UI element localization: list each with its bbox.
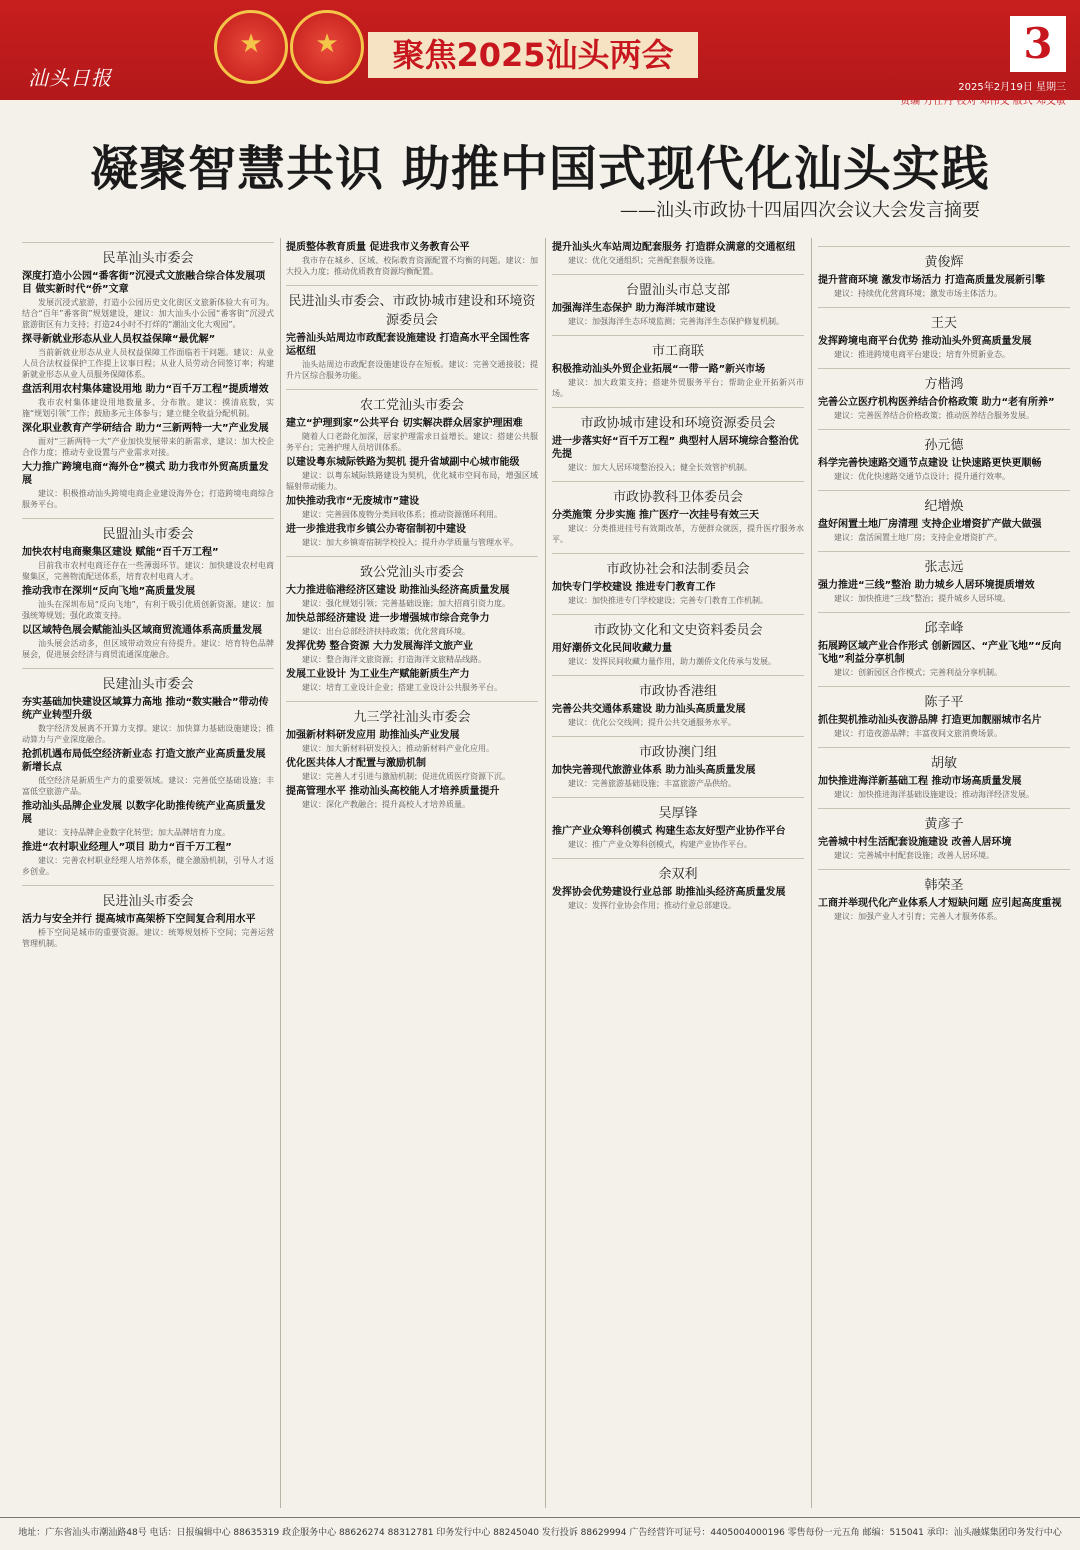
- speech-heading: 用好潮侨文化民间收藏力量: [552, 643, 672, 654]
- speech-body: 建议：支持品牌企业数字化转型；加大品牌培育力度。: [38, 828, 230, 837]
- speech-body: 建议：培育工业设计企业；搭建工业设计公共服务平台。: [302, 683, 502, 692]
- speech-heading: 优化医共体人才配置与激励机制: [286, 758, 426, 769]
- speech-body: 建议：加快推进“三线”整治；提升城乡人居环境。: [834, 594, 1011, 603]
- speech-heading: 发挥优势 整合资源 大力发展海洋文旅产业: [286, 641, 473, 652]
- column-divider: [545, 238, 546, 1508]
- speech-heading: 以区域特色展会赋能汕头区域商贸流通体系高质量发展: [22, 625, 262, 636]
- speech-heading: 大力推进临港经济区建设 助推汕头经济高质量发展: [286, 585, 510, 596]
- speech-heading: 科学完善快速路交通节点建设 让快速路更快更顺畅: [818, 458, 1042, 469]
- speaker-section: [818, 612, 1070, 678]
- speaker-name: 市工商联: [552, 335, 804, 359]
- speech-body: 建议：积极推动汕头跨境电商企业建设海外仓；打造跨境电商综合服务平台。: [22, 489, 274, 509]
- speech-body: 目前我市农村电商还存在一些薄弱环节。建议：加快建设农村电商聚集区，完善物流配送体系，培育农村电商人才。: [22, 561, 274, 581]
- editors-line: 责编 方仕丹 校对 邓伟文 版式 邓文敏: [900, 96, 1066, 107]
- speech-body: 当前新就业形态从业人员权益保障工作面临若干问题。建议：从业人员合法权益保护工作提上议事日程；从业人员劳动合同签订率；构建新就业形态从业人员服务保障体系。: [22, 348, 274, 379]
- cppcc-emblem-icon: [290, 10, 364, 84]
- speech-body: 我市农村集体建设用地数量多、分布散。建议：摸清底数，实施“规划引领”工作；鼓励多元主体参与；建立健全收益分配机制。: [22, 398, 274, 418]
- speech-heading: 完善公立医疗机构医养结合价格政策 助力“老有所养”: [818, 397, 1055, 408]
- speech-heading: 完善汕头站周边市政配套设施建设 打造高水平全国性客运枢纽: [286, 333, 530, 357]
- speaker-name: 民进汕头市委会: [22, 885, 274, 909]
- speech-heading: 进一步推进我市乡镇公办寄宿制初中建设: [286, 524, 466, 535]
- speaker-section: [552, 481, 804, 545]
- speaker-section: [552, 407, 804, 473]
- page-title: 凝聚智慧共识 助推中国式现代化汕头实践: [90, 141, 990, 197]
- article-column-2: [286, 238, 538, 1508]
- speech-body: 汕头展会活动多，但区域带动效应有待提升。建议：培育特色品牌展会，促进展会经济与商贸流通深度融合。: [22, 639, 274, 659]
- speech-body: 建议：盘活闲置土地厂房；支持企业增资扩产。: [834, 533, 1002, 542]
- speaker-name: 农工党汕头市委会: [286, 389, 538, 413]
- speech-heading: 活力与安全并行 提高城市高架桥下空间复合利用水平: [22, 914, 256, 925]
- speech-body: 建议：深化产教融合；提升高校人才培养质量。: [302, 800, 470, 809]
- speech-body: 建议：完善人才引进与激励机制；促进优质医疗资源下沉。: [302, 772, 510, 781]
- speech-heading: 加强新材料研发应用 助推汕头产业发展: [286, 730, 460, 741]
- speech-body: 建议：加大新材料研发投入；推动新材料产业化应用。: [302, 744, 494, 753]
- speech-body: 我市存在城乡、区域、校际教育资源配置不均衡的问题。建议：加大投入力度；推动优质教育资源均衡配置。: [286, 256, 538, 276]
- speech-heading: 盘好闲置土地厂房清理 支持企业增资扩产做大做强: [818, 519, 1042, 530]
- speaker-section: [552, 553, 804, 606]
- speaker-section: [818, 429, 1070, 482]
- page-subtitle: ——汕头市政协十四届四次会议大会发言摘要: [620, 200, 980, 221]
- speech-body: 建议：发挥行业协会作用；推动行业总部建设。: [568, 901, 736, 910]
- speech-body: 建议：推进跨境电商平台建设；培育外贸新业态。: [834, 350, 1010, 359]
- paper-name: 汕头日报: [28, 66, 112, 90]
- speech-body: 建议：加大乡镇寄宿制学校投入；提升办学质量与管理水平。: [302, 538, 518, 547]
- speech-heading: 提质整体教育质量 促进我市义务教育公平: [286, 242, 470, 253]
- speech-body: 建议：加快推进专门学校建设；完善专门教育工作机制。: [568, 596, 768, 605]
- speech-body: 建议：分类推进挂号有效期改革，方便群众就医，提升医疗服务水平。: [552, 524, 804, 544]
- speaker-name: 市政协澳门组: [552, 736, 804, 760]
- speech-heading: 发展工业设计 为工业生产赋能新质生产力: [286, 669, 470, 680]
- speaker-section: [22, 242, 274, 510]
- speech-body: 建议：以粤东城际铁路建设为契机，优化城市空间布局，增强区域辐射带动能力。: [286, 471, 538, 491]
- speech-heading: 推进“农村职业经理人”项目 助力“百千万工程”: [22, 842, 232, 853]
- speaker-name: 纪增焕: [818, 490, 1070, 514]
- speech-heading: 抢抓机遇布局低空经济新业态 打造文旅产业高质量发展新增长点: [22, 749, 266, 773]
- speech-heading: 深度打造小公园“番客街”沉浸式文旅融合综合体发展项目 做实新时代“侨”文章: [22, 271, 266, 295]
- speaker-name: 胡敏: [818, 747, 1070, 771]
- speech-body: 建议：出台总部经济扶持政策；优化营商环境。: [302, 627, 470, 636]
- speech-body: 建议：完善城中村配套设施；改善人居环境。: [834, 851, 994, 860]
- speech-body: 建议：优化交通组织；完善配套服务设施。: [568, 256, 720, 265]
- speaker-name: 九三学社汕头市委会: [286, 701, 538, 725]
- section-banner: 聚焦2025汕头两会: [368, 32, 698, 78]
- speaker-name: 民革汕头市委会: [22, 242, 274, 266]
- speaker-name: 民盟汕头市委会: [22, 518, 274, 542]
- speaker-name: 吴厚锋: [552, 797, 804, 821]
- speech-body: 建议：完善农村职业经理人培养体系，健全激励机制，引导人才返乡创业。: [22, 856, 274, 876]
- speaker-name: 黄俊辉: [818, 246, 1070, 270]
- speaker-name: 陈子平: [818, 686, 1070, 710]
- speech-heading: 加快推进海洋新基础工程 推动市场高质量发展: [818, 776, 1022, 787]
- speaker-section: [818, 368, 1070, 421]
- speech-body: 建议：优化公交线网；提升公共交通服务水平。: [568, 718, 736, 727]
- speech-heading: 工商并举现代化产业体系人才短缺问题 应引起高度重视: [818, 898, 1062, 909]
- speaker-section: [552, 614, 804, 667]
- speaker-section: [552, 274, 804, 327]
- speech-heading: 抓住契机推动汕头夜游品牌 打造更加靓丽城市名片: [818, 715, 1042, 726]
- speech-heading: 加快专门学校建设 推进专门教育工作: [552, 582, 716, 593]
- speech-heading: 完善城中村生活配套设施建设 改善人居环境: [818, 837, 1012, 848]
- speaker-name: 市政协教科卫体委员会: [552, 481, 804, 505]
- speech-heading: 提高管理水平 推动汕头高校能人才培养质量提升: [286, 786, 500, 797]
- speaker-section: [286, 285, 538, 381]
- speech-body: 建议：创新园区合作模式；完善利益分享机制。: [834, 668, 1002, 677]
- speech-body: 建议：完善固体废物分类回收体系；推动资源循环利用。: [302, 510, 502, 519]
- speaker-name: 民建汕头市委会: [22, 668, 274, 692]
- speaker-name: 致公党汕头市委会: [286, 556, 538, 580]
- speaker-name: 市政协文化和文史资料委员会: [552, 614, 804, 638]
- speaker-name: 市政协香港组: [552, 675, 804, 699]
- speech-heading: 提升营商环境 激发市场活力 打造高质量发展新引擎: [818, 275, 1045, 286]
- speaker-section: [286, 241, 538, 277]
- speaker-name: 孙元德: [818, 429, 1070, 453]
- speech-heading: 进一步落实好“百千万工程” 典型村人居环境综合整治优先提: [552, 436, 799, 460]
- speaker-section: [552, 797, 804, 850]
- speech-body: 建议：强化规划引领；完善基础设施；加大招商引资力度。: [302, 599, 510, 608]
- speaker-section: [552, 858, 804, 911]
- footer-contact: 地址：广东省汕头市潮汕路48号 电话：日报编辑中心 88635319 政企服务中心 88626274 88312781 印务发行中心 88245040 发行投诉 88629994 广告经营许可证号：4405004000196 零售每份一元五角 邮编：515041 承印：汕头融媒集团印务发行中心: [0, 1517, 1080, 1550]
- masthead: [0, 0, 1080, 107]
- speaker-section: [818, 490, 1070, 543]
- speaker-name: 市政协城市建设和环境资源委员会: [552, 407, 804, 431]
- article-column-1: [22, 238, 274, 1508]
- speech-body: 建议：优化快速路交通节点设计；提升通行效率。: [834, 472, 1010, 481]
- speech-body: 建议：加大政策支持；搭建外贸服务平台；帮助企业开拓新兴市场。: [552, 378, 804, 398]
- speech-heading: 以建设粤东城际铁路为契机 提升省域副中心城市能级: [286, 457, 520, 468]
- speech-body: 建议：发挥民间收藏力量作用，助力潮侨文化传承与发展。: [568, 657, 776, 666]
- speaker-section: [552, 241, 804, 266]
- speech-body: 汕头在深圳布局“反向飞地”，有利于吸引优质创新资源。建议：加强统筹规划；强化政策支持。: [22, 600, 274, 620]
- speech-heading: 探寻新就业形态从业人员权益保障“最优解”: [22, 334, 216, 345]
- speech-body: 建议：打造夜游品牌；丰富夜间文旅消费场景。: [834, 729, 1002, 738]
- speech-body: 建议：整合海洋文旅资源；打造海洋文旅精品线路。: [302, 655, 486, 664]
- speaker-section: [286, 701, 538, 810]
- speaker-section: [818, 747, 1070, 800]
- speaker-section: [818, 808, 1070, 861]
- speaker-name: 方楷鸿: [818, 368, 1070, 392]
- speaker-name: 余双利: [552, 858, 804, 882]
- speaker-name: 民进汕头市委会、市政协城市建设和环境资源委员会: [286, 285, 538, 328]
- speech-heading: 分类施策 分步实施 推广医疗一次挂号有效三天: [552, 510, 759, 521]
- speech-body: 发展沉浸式旅游，打造小公园历史文化街区文旅新体验大有可为。结合“百年”番客街”规划建设，建议：加大汕头小公园“番客街”沉浸式旅游街区有力支持；打造24小时不打烊的“潮汕文化大观园”。: [22, 298, 274, 329]
- speech-body: 随着人口老龄化加深，居家护理需求日益增长。建议：搭建公共服务平台；完善护理人员培训体系。: [286, 432, 538, 452]
- speaker-section: [818, 551, 1070, 604]
- speaker-section: [22, 668, 274, 877]
- article-column-4: [818, 238, 1070, 1508]
- speech-body: 建议：加大人居环境整治投入；健全长效管护机制。: [568, 463, 752, 472]
- speaker-name: 王天: [818, 307, 1070, 331]
- speech-heading: 完善公共交通体系建设 助力汕头高质量发展: [552, 704, 746, 715]
- speaker-name: 张志远: [818, 551, 1070, 575]
- column-divider: [280, 238, 281, 1508]
- speech-body: 建议：完善旅游基础设施；丰富旅游产品供给。: [568, 779, 736, 788]
- speech-heading: 拓展跨区域产业合作形式 创新园区、“产业飞地”“反向飞地”利益分享机制: [818, 641, 1062, 665]
- article-column-3: [552, 238, 804, 1508]
- speech-heading: 推动我市在深圳“反向飞地”高质量发展: [22, 586, 196, 597]
- speaker-section: [286, 389, 538, 548]
- speaker-name: 台盟汕头市总支部: [552, 274, 804, 298]
- speech-body: 建议：加强海洋生态环境监测；完善海洋生态保护修复机制。: [568, 317, 784, 326]
- speaker-section: [818, 686, 1070, 739]
- speech-body: 建议：推广产业众筹科创模式，构建产业协作平台。: [568, 840, 752, 849]
- speech-body: 汕头站周边市政配套设施建设存在短板。建议：完善交通接驳；提升片区综合服务功能。: [286, 360, 538, 380]
- speech-body: 建议：完善医养结合价格政策；推动医养结合服务发展。: [834, 411, 1034, 420]
- speech-heading: 发挥协会优势建设行业总部 助推汕头经济高质量发展: [552, 887, 786, 898]
- speaker-section: [22, 885, 274, 949]
- speech-body: 建议：加强产业人才引育；完善人才服务体系。: [834, 912, 1002, 921]
- speech-heading: 推动汕头品牌企业发展 以数字化助推传统产业高质量发展: [22, 801, 266, 825]
- speech-body: 面对“三新两特一大”产业加快发展带来的新需求，建议：加大校企合作力度；推动专业设置与产业需求对接。: [22, 437, 274, 457]
- speech-body: 建议：加快推进海洋基础设施建设；推动海洋经济发展。: [834, 790, 1034, 799]
- national-emblem-icon: [214, 10, 288, 84]
- speaker-name: 韩荣圣: [818, 869, 1070, 893]
- speaker-section: [552, 675, 804, 728]
- speaker-name: 市政协社会和法制委员会: [552, 553, 804, 577]
- speaker-section: [818, 246, 1070, 299]
- speaker-section: [552, 335, 804, 399]
- speech-heading: 深化职业教育产学研结合 助力“三新两特一大”产业发展: [22, 423, 269, 434]
- speaker-section: [552, 736, 804, 789]
- speech-heading: 大力推广跨境电商“海外仓”模式 助力我市外贸高质量发展: [22, 462, 269, 486]
- speech-body: 数字经济发展离不开算力支撑。建议：加快算力基础设施建设；推动算力与产业深度融合。: [22, 724, 274, 744]
- issue-date: 2025年2月19日 星期三: [958, 82, 1066, 93]
- speech-heading: 加快完善现代旅游业体系 助力汕头高质量发展: [552, 765, 756, 776]
- speaker-section: [22, 518, 274, 660]
- speech-body: 建议：持续优化营商环境；激发市场主体活力。: [834, 289, 1002, 298]
- speech-heading: 加强海洋生态保护 助力海洋城市建设: [552, 303, 716, 314]
- speaker-section: [818, 869, 1070, 922]
- speaker-name: 黄彦子: [818, 808, 1070, 832]
- speech-heading: 加快推动我市“无废城市”建设: [286, 496, 420, 507]
- speaker-name: 邱幸峰: [818, 612, 1070, 636]
- speech-heading: 推广产业众筹科创模式 构建生态友好型产业协作平台: [552, 826, 786, 837]
- speaker-section: [818, 307, 1070, 360]
- speech-heading: 发挥跨境电商平台优势 推动汕头外贸高质量发展: [818, 336, 1032, 347]
- speech-heading: 强力推进“三线”整治 助力城乡人居环境提质增效: [818, 580, 1035, 591]
- column-divider: [811, 238, 812, 1508]
- speaker-section: [286, 556, 538, 693]
- speech-heading: 提升汕头火车站周边配套服务 打造群众满意的交通枢纽: [552, 242, 796, 253]
- speech-body: 桥下空间是城市的重要资源。建议：统筹规划桥下空间；完善运营管理机制。: [22, 928, 274, 948]
- speech-heading: 积极推动汕头外贸企业拓展“一带一路”新兴市场: [552, 364, 766, 375]
- speech-heading: 盘活利用农村集体建设用地 助力“百千万工程”提质增效: [22, 384, 269, 395]
- speech-body: 低空经济是新质生产力的重要领域。建议：完善低空基础设施；丰富低空旅游产品。: [22, 776, 274, 796]
- speech-heading: 建立“护理到家”公共平台 切实解决群众居家护理困难: [286, 418, 523, 429]
- speech-heading: 加快总部经济建设 进一步增强城市综合竞争力: [286, 613, 490, 624]
- speech-heading: 加快农村电商聚集区建设 赋能“百千万工程”: [22, 547, 219, 558]
- speech-heading: 夯实基础加快建设区域算力高地 推动“数实融合”带动传统产业转型升级: [22, 697, 269, 721]
- page-number: 3: [1010, 16, 1066, 72]
